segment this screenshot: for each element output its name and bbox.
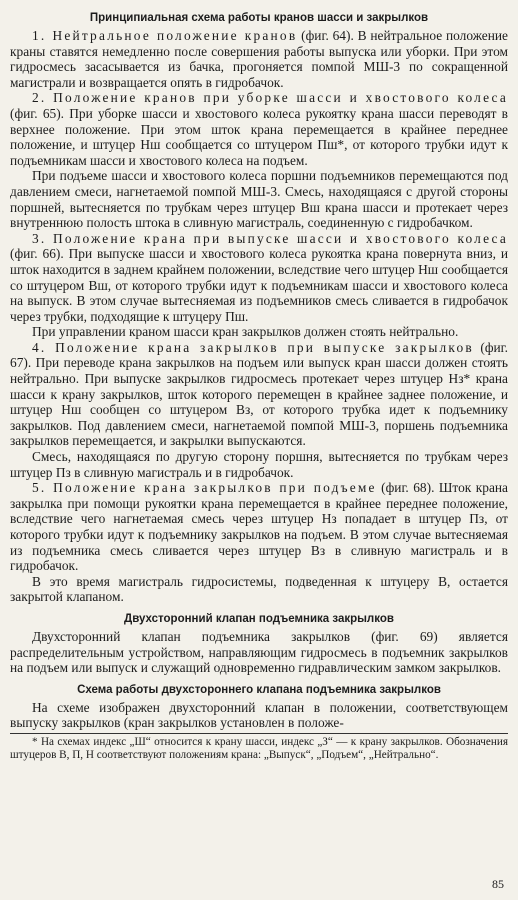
valve-paragraph: Двухсторонний клапан подъемника закрылков (фиг. 69) является распределительным устройством, направляющим гидросмесь в подъемник закрылков на подъем или выпуск и служащий одновременно гидравлическим замком закрылков.	[10, 628, 508, 676]
paragraph-7	[10, 449, 508, 480]
paragraph-5	[10, 324, 508, 340]
footnote-divider	[10, 733, 508, 734]
paragraph-4	[10, 231, 508, 325]
paragraph-text: В это время магистраль гидросистемы, подведенная к штуцеру В, остается закрытой клапаном.	[10, 573, 508, 605]
paragraph-text: При управлении краном шасси кран закрылков должен стоять нейтрально.	[32, 324, 459, 340]
paragraph-3	[10, 168, 508, 230]
subsection-title: Двухсторонний клапан подъемника закрылков	[124, 612, 394, 625]
paragraph-9	[10, 574, 508, 605]
paragraph-text: (фиг. 65). При уборке шасси и хвостового колеса рукоятку крана шасси переводят в верхнее положение. При этом шток крана перемещается в крайнее переднее положение, и штуцер Нш сообщается со штуцером Пш*, от которого трубки идут к подъемникам шасси и хвостового колеса на подъем.	[10, 105, 508, 168]
footnote: * На схемах индекс „Ш“ относится к крану шасси, индекс „З“ — к крану закрылков. Обозначения штуцеров В, П, Н соответствуют положениям крана: „Выпуск“, „Подъем“, „Нейтрально“.	[10, 735, 508, 761]
page-number: 85	[492, 877, 504, 891]
paragraph-lead: 3. Положение крана при выпуске шасси и хвостового колеса	[32, 230, 508, 246]
paragraph-8	[10, 480, 508, 574]
paragraph-text: При подъеме шасси и хвостового колеса поршни подъемников перемещаются под давлением смеси, нагнетаемой помпой МШ-3. Смесь, находящаяся с другой стороны поршней, вытесняется по трубкам через штуцер Вш крана шасси и протекает через внутреннюю полость штока в сливную магистраль, соединенную с гидробачком.	[10, 168, 508, 231]
paragraph-6	[10, 340, 508, 449]
paragraph-text: (фиг. 66). При выпуске шасси и хвостового колеса рукоятка крана повернута вниз, и шток находится в заднем крайнем положении, вследствие чего штуцер Нш сообщается со штуцером Вш, от которого трубки идут к подъемникам шасси и хвостового колеса на выпуск. В этом случае вытесняемая из подъемников смесь сливается в гидробачок через трубки, подходящие к штуцеру Пш.	[10, 246, 508, 324]
scheme-paragraph: На схеме изображен двухсторонний клапан в положении, соответствующем выпуску закрылков (кран закрылков установлен в положе-	[10, 699, 508, 731]
paragraph-lead: 2. Положение кранов при уборке шасси и хвостового колеса	[32, 90, 508, 106]
paragraph-text: (фиг. 67). При переводе крана закрылков на подъем или выпуск кран шасси должен стоять нейтрально. При выпуске закрылков гидросмесь протекает через штуцер Нз* крана шасси к крану закрылков, шток которого перемещен в крайнее заднее положение, и штуцер Нш сообщен со штуцером Вз, от которого трубка идет к подъемнику закрылков. Под давлением смеси, нагнетаемой помпой МШ-3, поршень подъемника закрылков перемещается, и закрылки выпускаются.	[10, 339, 509, 449]
paragraph-text: (фиг. 68). Шток крана закрылка при помощи рукоятки крана перемещается в крайнее переднее положение, вследствие чего нагнетаемая смесь через штуцер Нз попадает в штуцер Пз, от которого трубки идут к подъемнику закрылков на подъем. В этом случае вытесняемая из подъемника смесь сливается через штуцер Вз в сливную магистраль и в гидробачок.	[10, 480, 508, 574]
paragraph-text: (фиг. 64). В нейтральное положение краны ставятся немедленно после совершения работы выпуска или уборки. При этом гидросмесь засасывается из бачка, прогоняется помпой МШ-3 по сокращенной магистрали и возвращается опять в гидробачок.	[10, 28, 508, 90]
paragraph-lead: 5. Положение крана закрылков при подъеме	[32, 480, 377, 496]
paragraph-2	[10, 90, 508, 168]
paragraph-text: Смесь, находящаяся по другую сторону поршня, вытесняется по трубкам через штуцер Пз в сливную магистраль и в гидробачок.	[10, 449, 508, 480]
paragraph-1	[10, 28, 508, 90]
subsection-title-scheme: Схема работы двухстороннего клапана подъемника закрылков	[77, 683, 441, 696]
section-title: Принципиальная схема работы кранов шасси и закрылков	[89, 12, 429, 24]
paragraph-lead: 1. Нейтральное положение кранов	[32, 28, 298, 43]
paragraph-lead: 4. Положение крана закрылков при выпуске закрылков	[32, 339, 474, 355]
